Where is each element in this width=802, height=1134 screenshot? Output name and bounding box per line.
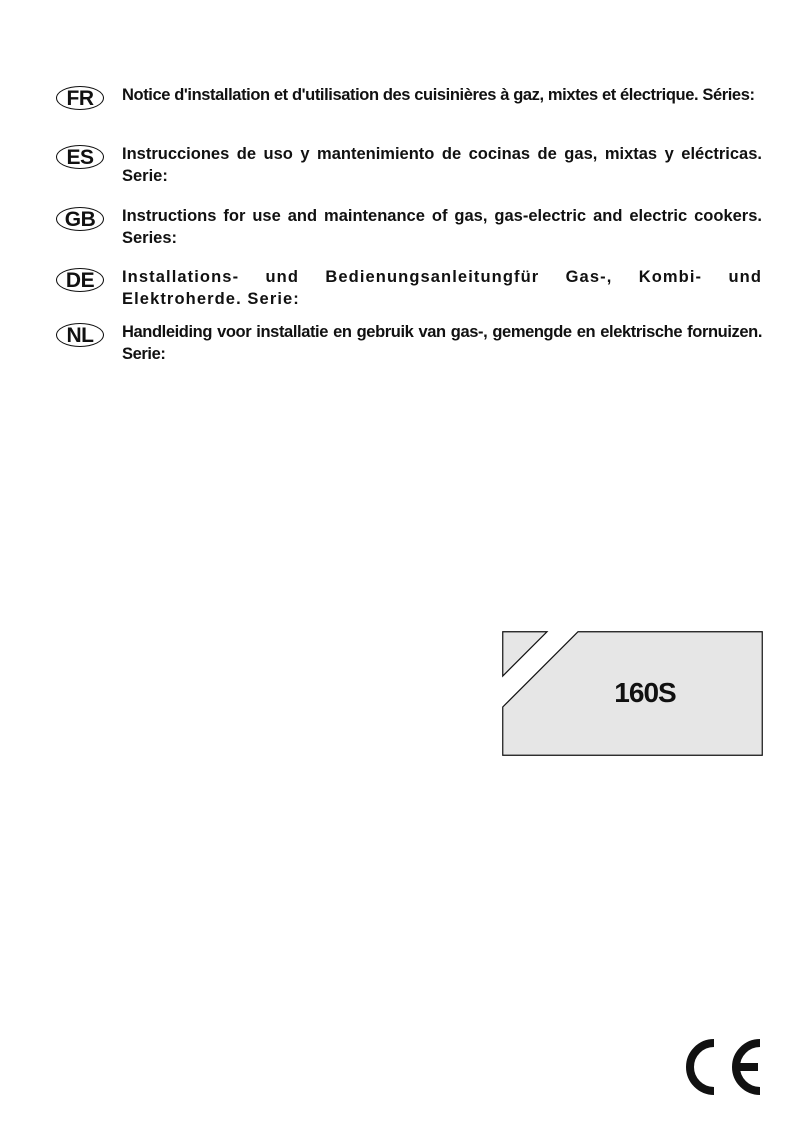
language-description-gb: Instructions for use and maintenance of gas, gas-electric and electric cookers. Series: <box>122 207 762 247</box>
language-badge-fr: FR <box>56 86 104 110</box>
language-badge-nl: NL <box>56 323 104 347</box>
model-number: 160S <box>614 677 676 708</box>
ce-mark-icon <box>683 1036 763 1098</box>
language-badge-de: DE <box>56 268 104 292</box>
language-badge-es: ES <box>56 145 104 169</box>
language-description-es: Instrucciones de uso y mantenimiento de cocinas de gas, mixtas y eléctricas. Serie: <box>122 145 762 185</box>
language-description-fr: Notice d'installation et d'utilisation des cuisinières à gaz, mixtes et électrique. Séries: <box>122 86 755 104</box>
language-description-nl: Handleiding voor installatie en gebruik van gas-, gemengde en elektrische fornuizen. Serie: <box>122 323 762 363</box>
language-badge-gb: GB <box>56 207 104 231</box>
language-description-de: Installations- und Bedienungsanleitungfür Gas-, Kombi- und Elektroherde. Serie: <box>122 268 762 308</box>
model-series-box <box>502 631 763 756</box>
